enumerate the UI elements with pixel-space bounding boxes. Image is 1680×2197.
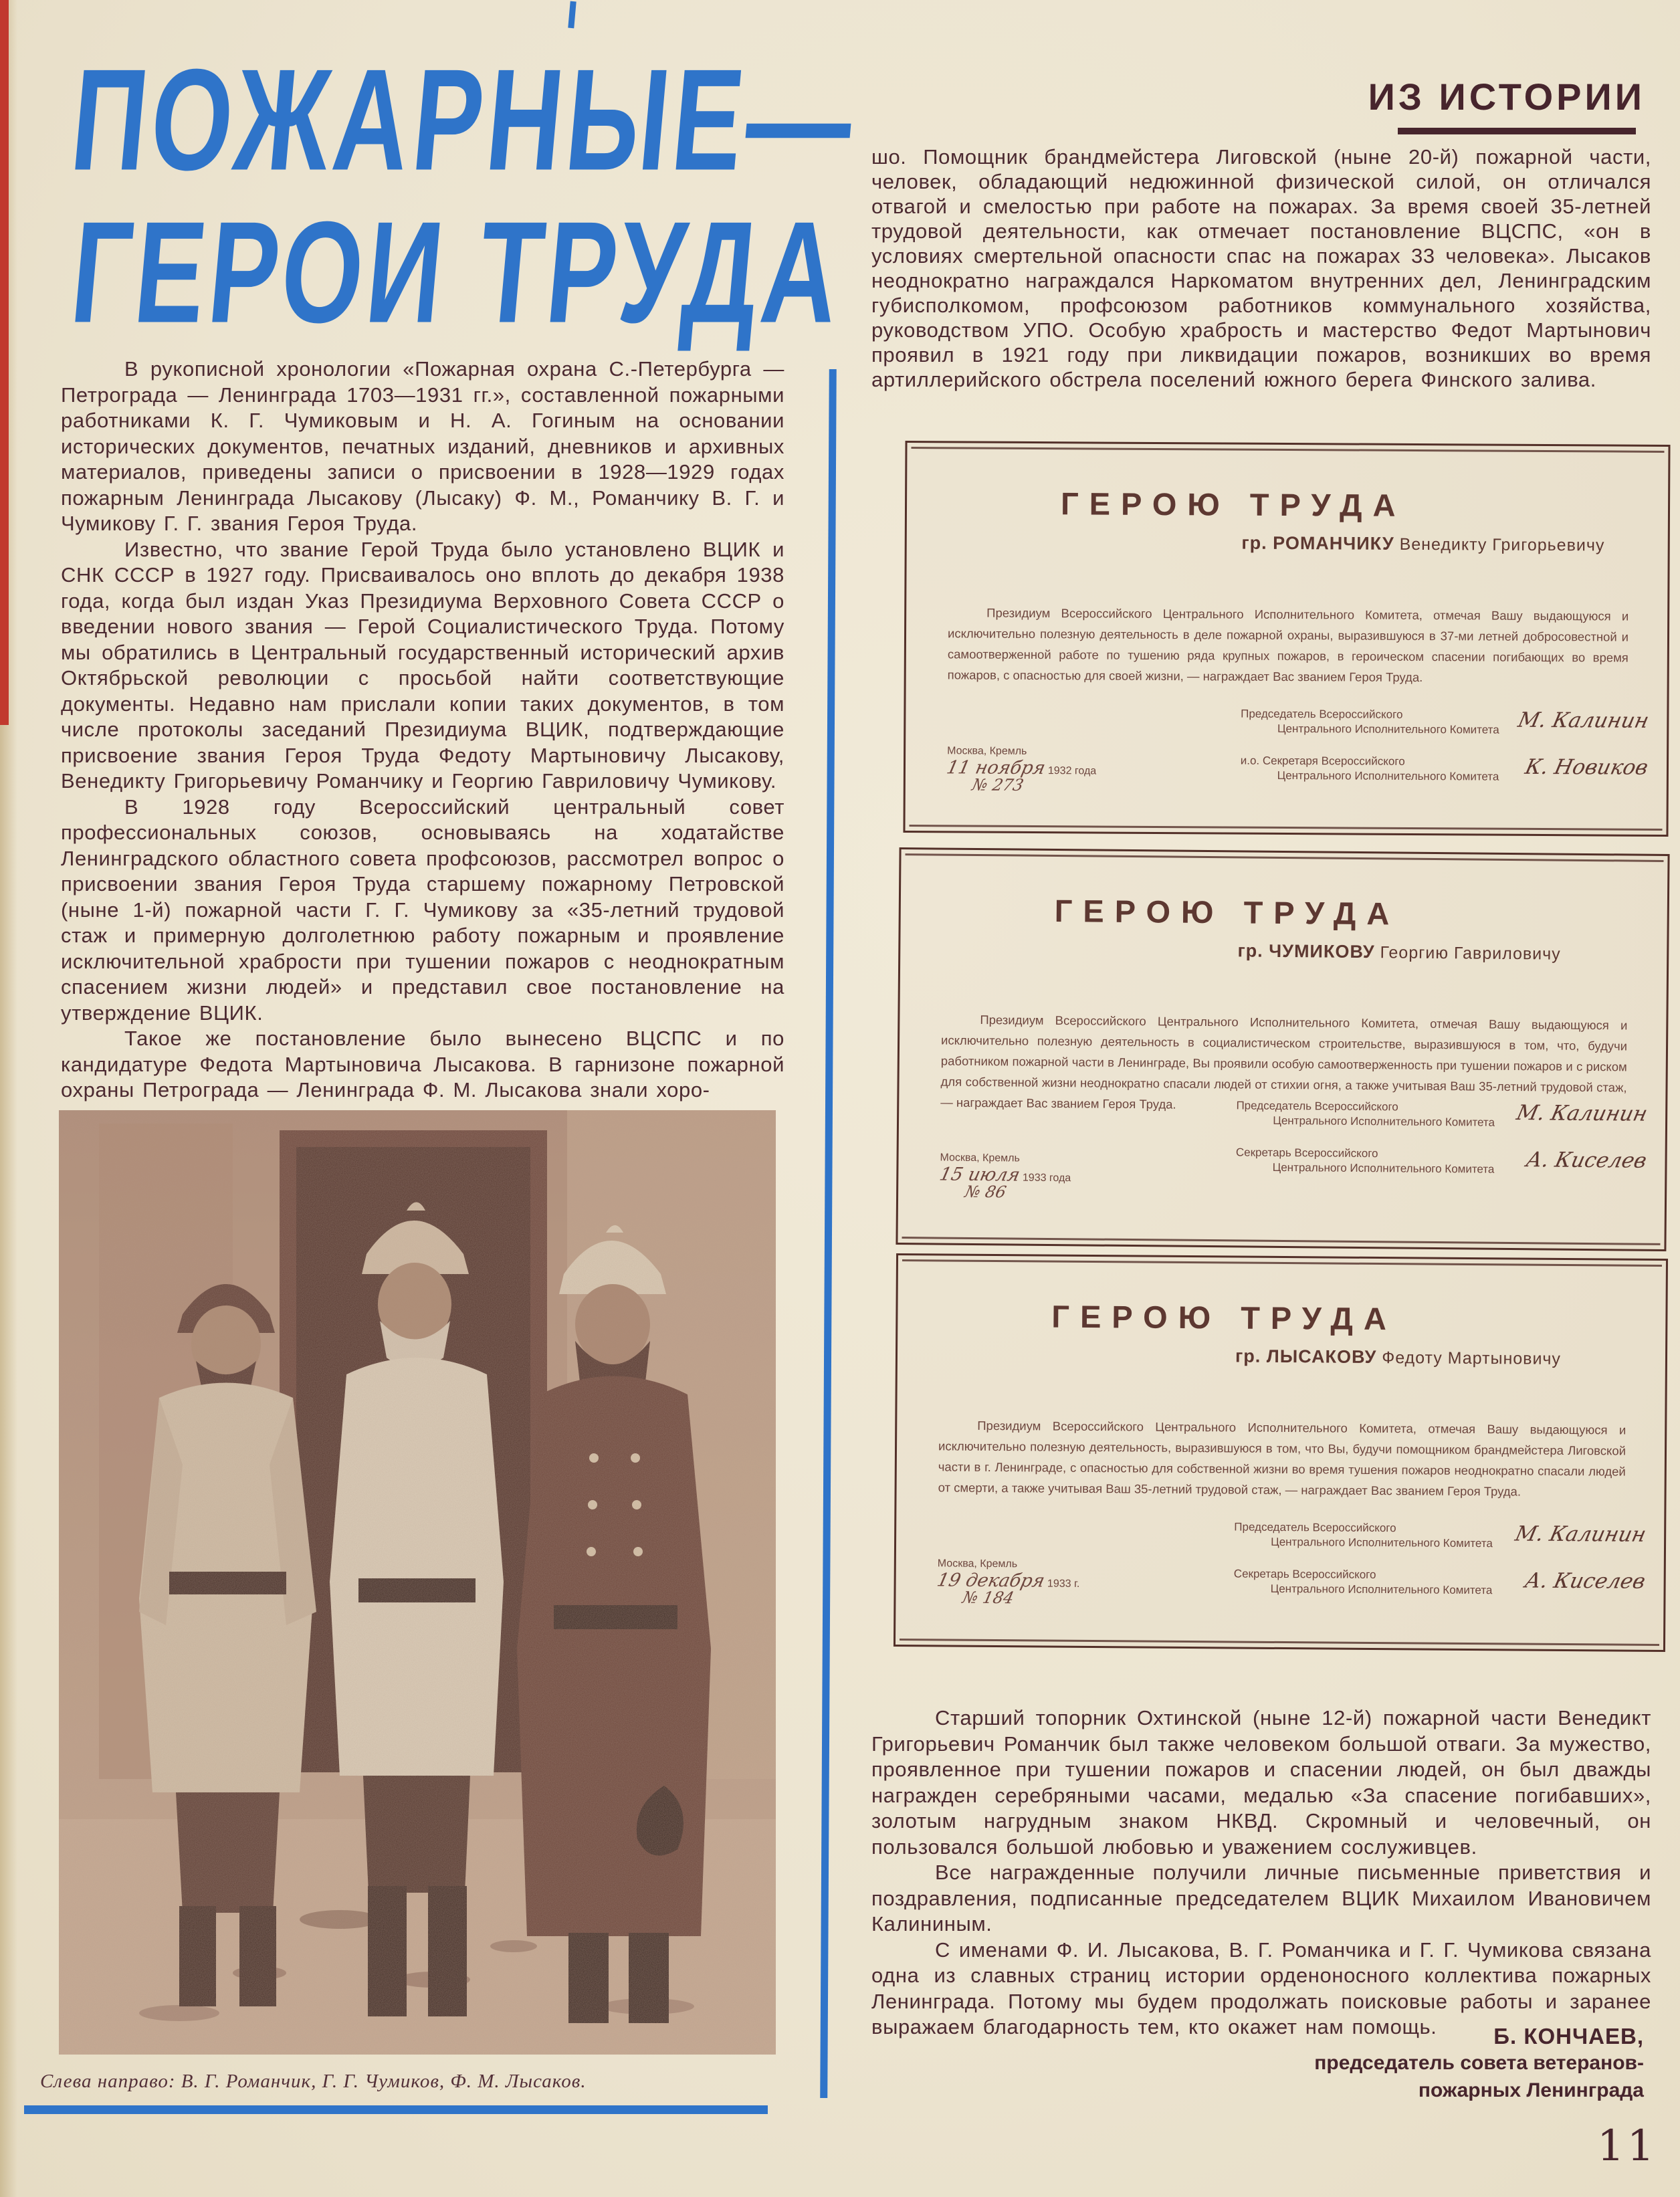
- certificate-place: Москва, Кремль: [940, 1152, 1020, 1164]
- certificate-border-line: [911, 447, 1664, 453]
- paragraph: В рукописной хронологии «Пожарная охрана С.-Петербурга — Петрограда — Ленинграда 1703—1931 гг.», составленной пожарными работниками К. Г. Чумиковым и Н. А. Гогиным на основании исторических документов, печатных изданий, дневников и архивных материалов, приведены записи о присвоении в 1928—1929 годах пожарным Ленинграда Лысакову (Лысаку) Ф. М., Романчику В. Г. и Чумикову Г. Г. звания Героя Труда.: [61, 357, 784, 535]
- certificate-signatures: [1240, 707, 1651, 803]
- certificate-date-script: 15 июля: [937, 1164, 1022, 1186]
- chairman-signature-row: [1236, 1098, 1650, 1131]
- secretary-autograph: А. Киселев: [1522, 1568, 1648, 1594]
- column-divider-rule: [820, 369, 837, 2098]
- author-role-line1: председатель совета ветеранов-: [1314, 2052, 1644, 2074]
- certificate-date-script: 19 декабря: [935, 1570, 1047, 1592]
- secretary-label: [1241, 754, 1514, 784]
- chairman-label-line1: Председатель Всероссийского: [1234, 1520, 1396, 1535]
- certificate-lysakov: [894, 1253, 1668, 1652]
- certificate-border-line: [910, 825, 1663, 831]
- chairman-label: [1241, 707, 1506, 738]
- secretary-label-line1: Секретарь Всероссийского: [1233, 1567, 1376, 1581]
- certificate-signatures: [1235, 1098, 1650, 1195]
- certificate-body-text: Президиум Всероссийского Центрального Исполнительного Комитета, отмечая Вашу выдающуюся и исключительно полезную деятельность в социалистическом строительстве, выразившуюся в том, что, будучи работником пожарной части в Ленинграде, Вы проявили особую самоотверженность при тушении пожаров и с риском для собственной жизни неоднократно спасали людей от стихии огня, а также учитывая Ваш 35-летний трудовой стаж, — награждает Вас званием Героя Труда.: [940, 1013, 1628, 1112]
- paragraph: Такое же постановление было вынесено ВЦСПС и по кандидатуре Федота Мартыновича Лысакова. В гарнизоне пожарной охраны Петрограда — Ленинграда Ф. М. Лысакова знали хоро-: [61, 1027, 784, 1102]
- photo-caption: Слева направо: В. Г. Романчик, Г. Г. Чумиков, Ф. М. Лысаков.: [40, 2071, 587, 2092]
- secretary-signature-row: [1236, 1145, 1647, 1178]
- certificate-chumikov: [896, 847, 1669, 1251]
- chairman-label-line2: Центрального Исполнительного Комитета: [1271, 1535, 1493, 1550]
- certificate-date-script: 11 ноября: [944, 757, 1047, 779]
- recipient-name: Федоту Мартыновичу: [1376, 1348, 1562, 1368]
- certificate-border-line: [902, 1259, 1662, 1267]
- certificate-date-block: [937, 1558, 1079, 1607]
- certificate-heading: ГЕРОЮ ТРУДА: [1051, 1298, 1398, 1337]
- chairman-autograph: М. Калинин: [1515, 708, 1651, 733]
- certificate-date-block: [944, 745, 1097, 795]
- recipient-surname: гр. РОМАНЧИКУ: [1241, 532, 1394, 554]
- certificate-date-year: 1933 г.: [1047, 1578, 1080, 1590]
- secretary-label-line2: Центрального Исполнительного Комитета: [1277, 768, 1499, 783]
- secretary-label-line1: и.о. Секретаря Всероссийского: [1240, 754, 1405, 768]
- article-title-line1: ПОЖАРНЫЕ—: [65, 39, 863, 201]
- chairman-label: [1236, 1098, 1505, 1130]
- paragraph: Известно, что звание Герой Труда было установлено ВЦИК и СНК СССР в 1927 году. Присваивалось оно вплоть до декабря 1938 года, когда был издан Указ Президиума Верховного Совета СССР о введении нового звания — Герой Социалистического Труда. Потому мы обратились в Центральный государственный исторический архив Октябрьской революции с просьбой найти соответствующие документы. Недавно нам прислали копии таких документов, в том числе протоколы заседаний Президиума ВЦИК, подтверждающие присвоение звания Героя Труда Федоту Мартыновичу Лысакову, Венедикту Григорьевичу Романчику и Георгию Гавриловичу Чумикову.: [61, 537, 784, 793]
- certificate-recipient: [1235, 1346, 1561, 1369]
- chairman-label-line1: Председатель Всероссийского: [1236, 1099, 1398, 1114]
- author-name: Б. КОНЧАЕВ,: [1493, 2024, 1644, 2049]
- certificate-body-text: Президиум Всероссийского Центрального Исполнительного Комитета, отмечая Вашу выдающуюся и исключительно полезную деятельность в деле пожарной охраны, выразившуюся в 37-ми летней добросовестной и самоотверженной работе по тушению ряда крупных пожаров, в героическом спасении погибающих во время пожаров, с опасностью для своей жизни, — награждает Вас званием Героя Труда.: [947, 605, 1629, 685]
- secretary-label: [1234, 1567, 1513, 1598]
- certificate-place: Москва, Кремль: [937, 1558, 1018, 1570]
- secretary-autograph: К. Новиков: [1523, 754, 1651, 780]
- secretary-signature-row: [1233, 1567, 1648, 1599]
- recipient-name: Венедикту Григорьевичу: [1394, 534, 1605, 555]
- certificate-heading: ГЕРОЮ ТРУДА: [1060, 486, 1406, 523]
- certificate-signatures: [1233, 1520, 1649, 1616]
- red-edge-bar: [0, 0, 9, 725]
- certificate-body: [938, 1415, 1626, 1502]
- paragraph: С именами Ф. И. Лысакова, В. Г. Романчика и Г. Г. Чумикова связана одна из славных страниц истории орденоносного коллектива пожарных Ленинграда. Потому мы будем продолжать поисковые работы и заранее выражаем благодарность тем, кто окажет нам помощь.: [871, 1938, 1651, 2038]
- bottom-blue-rule: [24, 2105, 768, 2114]
- certificate-date-year: 1933 года: [1022, 1172, 1071, 1184]
- certificate-place: Москва, Кремль: [947, 745, 1027, 757]
- chairman-label-line2: Центрального Исполнительного Комитета: [1277, 722, 1499, 736]
- chairman-label-line2: Центрального Исполнительного Комитета: [1273, 1114, 1495, 1129]
- paragraph: Все награжденные получили личные письменные приветствия и поздравления, подписанные председателем ВЦИК Михаилом Ивановичем Калининым.: [871, 1861, 1651, 1936]
- page-number: 11: [1597, 2121, 1657, 2171]
- secretary-label-line2: Центрального Исполнительного Комитета: [1272, 1160, 1495, 1176]
- secretary-label-line2: Центрального Исполнительного Комитета: [1270, 1582, 1493, 1597]
- certificate-body-text: Президиум Всероссийского Центрального Исполнительного Комитета, отмечая Вашу выдающуюся и исключительно полезную деятельность, выразившуюся в том, что Вы, будучи помощником брандмейстера Лиговской части в г. Ленинграде, с опасностью для собственной жизни во время тушения пожаров неоднократно спасали людей от смерти, а также учитывая Ваш 35-летний трудовой стаж, — награждает Вас званием Героя Труда.: [938, 1418, 1626, 1499]
- certificate-date-block: [937, 1152, 1071, 1202]
- certificate-number: № 86: [963, 1182, 1009, 1202]
- chairman-autograph: М. Калинин: [1512, 1522, 1649, 1547]
- certificate-date-year: 1932 года: [1047, 765, 1097, 777]
- chairman-label: [1234, 1520, 1503, 1552]
- chairman-signature-row: [1241, 707, 1649, 738]
- certificate-border-line: [906, 853, 1664, 862]
- article-title-line2: ГЕРОИ ТРУДА: [65, 192, 849, 353]
- certificate-recipient: [1241, 533, 1604, 556]
- certificate-border-line: [900, 1639, 1659, 1646]
- secretary-autograph: А. Киселев: [1524, 1148, 1649, 1173]
- byline: [1314, 2024, 1644, 2104]
- certificate-romanchik: [903, 441, 1670, 837]
- secretary-signature-row: [1241, 754, 1649, 785]
- chairman-signature-row: [1234, 1520, 1649, 1552]
- photo-three-firefighters: [59, 1110, 776, 2055]
- paragraph: Старший топорник Охтинской (ныне 12-й) пожарной части Венедикт Григорьевич Романчик был также человеком большой отваги. За мужество, проявленное при тушении пожаров и спасении людей, он был дважды награжден серебряными часами, медалью «За спасение погибавших», золотым нагрудным знаком НКВД. Скромный и человечный, он пользовался большой любовью и уважением сослуживцев.: [871, 1706, 1651, 1859]
- photo-illustration: [59, 1110, 776, 2055]
- section-header-text: ИЗ ИСТОРИИ: [1368, 76, 1645, 118]
- recipient-surname: гр. ЧУМИКОВУ: [1237, 940, 1375, 962]
- blue-registration-mark: [568, 1, 576, 29]
- certificate-recipient: [1237, 940, 1560, 964]
- paragraph: В 1928 году Всероссийский центральный совет профессиональных союзов, основываясь на ходатайстве Ленинградского областного совета профсоюзов, рассмотрел вопрос о присвоении звания Героя Труда старшему пожарному Петровской (ныне 1-й) пожарной части Г. Г. Чумикову за «35-летний трудовой стаж и примерную долголетнюю работу пожарным и проявление исключительной храбрости при тушении пожаров с неоднократным спасением жизни людей» и представил свое постановление на утверждение ВЦИК.: [61, 795, 784, 1025]
- secretary-label-line1: Секретарь Всероссийского: [1235, 1146, 1378, 1160]
- author-role-line2: пожарных Ленинграда: [1418, 2079, 1644, 2101]
- right-text-column-intro: [871, 144, 1651, 392]
- certificate-heading: ГЕРОЮ ТРУДА: [1054, 893, 1400, 932]
- certificate-body: [948, 602, 1629, 688]
- secretary-label: [1236, 1145, 1515, 1177]
- left-text-column: [61, 356, 784, 1104]
- certificate-border-line: [902, 1237, 1661, 1245]
- certificate-number: № 184: [960, 1588, 1016, 1608]
- paragraph: шо. Помощник брандмейстера Лиговской (ныне 20-й) пожарной части, человек, обладающий недюжинной физической силой, он отличался отвагой и смелостью при работе на пожарах. За время своей 35-летней трудовой деятельности, как отмечает постановление ВЦСПС, «он в условиях смертельной опасности спас на пожарах 33 человека». Лысаков неоднократно награждался Наркоматом внутренних дел, Ленинградским губисполкомом, профсоюзом работников коммунального хозяйства, руководством УПО. Особую храбрость и мастерство Федот Мартынович проявил в 1921 году при ликвидации пожаров, возникших во время артиллерийского обстрела поселений южного берега Финского залива.: [871, 145, 1651, 391]
- chairman-label-line1: Председатель Всероссийского: [1241, 707, 1403, 721]
- section-header-rule: [1398, 128, 1636, 134]
- recipient-surname: гр. ЛЫСАКОВУ: [1235, 1346, 1377, 1367]
- chairman-autograph: М. Калинин: [1513, 1101, 1650, 1126]
- section-header: [1368, 75, 1645, 134]
- right-text-column-outro: [871, 1705, 1651, 2041]
- certificate-number: № 273: [970, 775, 1026, 795]
- recipient-name: Георгию Гавриловичу: [1374, 943, 1561, 964]
